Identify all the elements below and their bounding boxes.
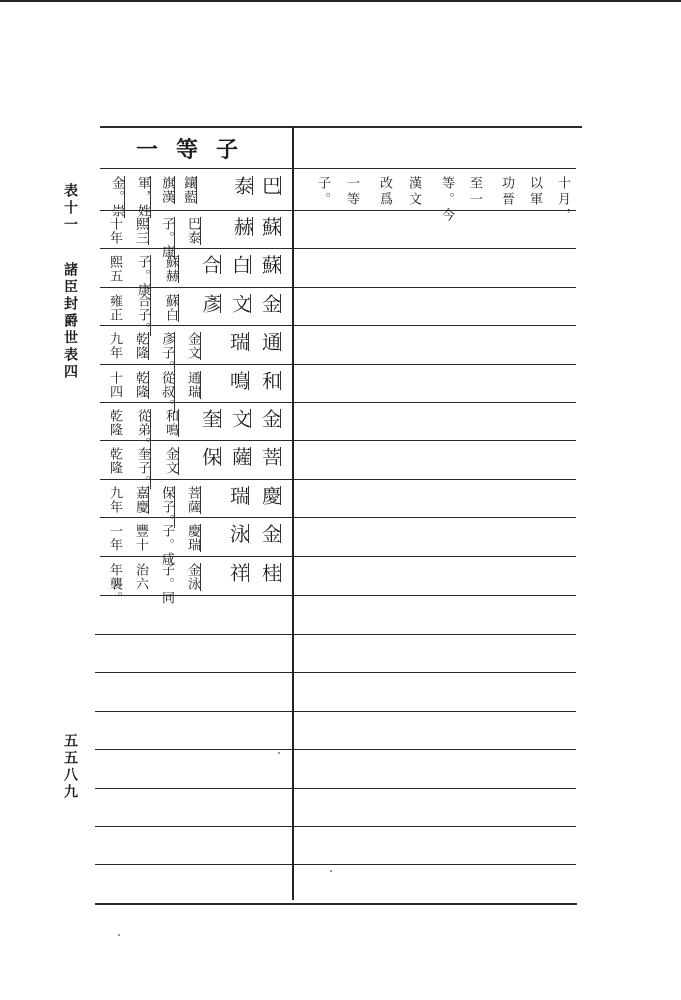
note-column: 從弟。 bbox=[135, 409, 150, 451]
name-char: 保 bbox=[199, 447, 221, 466]
right-note-column: 一等 bbox=[344, 176, 359, 208]
row-rule bbox=[95, 634, 292, 635]
right-note-column: 至一 bbox=[467, 176, 482, 208]
page-number: 五五八九 bbox=[62, 733, 78, 801]
name-char: 薩 bbox=[229, 447, 251, 466]
table-row bbox=[100, 557, 292, 605]
row-rule bbox=[95, 788, 292, 789]
note-column: 子。同 bbox=[159, 563, 174, 605]
table-divider bbox=[292, 126, 294, 900]
note-column: 九年 bbox=[107, 332, 122, 360]
right-row-rule bbox=[294, 248, 576, 249]
chapter-label: 表十一 bbox=[62, 183, 78, 234]
name-char: 文 bbox=[229, 409, 251, 428]
right-row-rule bbox=[294, 556, 576, 557]
note-column: 旗漢 bbox=[159, 176, 174, 204]
note-column: 金文 bbox=[185, 332, 200, 360]
name-char: 祥 bbox=[227, 563, 249, 582]
table-row bbox=[100, 249, 292, 297]
name-char: 蘇 bbox=[259, 217, 281, 236]
name-char: 和 bbox=[259, 371, 281, 390]
note-column: 乾隆 bbox=[133, 332, 148, 360]
note-column: 菩薩 bbox=[185, 486, 200, 514]
right-note-column: 十月， bbox=[555, 176, 570, 224]
table-row bbox=[100, 211, 292, 259]
note-column: 一年 bbox=[107, 524, 122, 552]
table-row bbox=[100, 326, 292, 374]
note-column: 保子。 bbox=[159, 486, 174, 528]
row-rule bbox=[95, 672, 292, 673]
note-column: 金。崇 bbox=[109, 176, 124, 218]
name-char: 泰 bbox=[231, 176, 253, 195]
note-column: 鑲藍 bbox=[181, 176, 196, 204]
name-char: 桂 bbox=[259, 563, 281, 582]
name-char: 金 bbox=[259, 409, 281, 428]
note-column: 治六 bbox=[133, 563, 148, 591]
right-row-rule bbox=[294, 634, 576, 635]
table-header bbox=[100, 128, 292, 168]
table-row bbox=[100, 403, 292, 451]
note-column: 蘇赫 bbox=[163, 255, 178, 283]
note-column: 合子。 bbox=[135, 294, 150, 336]
right-note-column: 等。今 bbox=[439, 176, 454, 224]
table-row bbox=[100, 288, 292, 336]
name-char: 蘇 bbox=[259, 255, 281, 274]
name-char: 金 bbox=[259, 294, 281, 313]
right-row-rule bbox=[294, 517, 576, 518]
note-column: 十四 bbox=[107, 371, 122, 399]
row-rule bbox=[95, 826, 292, 827]
name-char: 奎 bbox=[199, 409, 221, 428]
table-row bbox=[100, 441, 292, 489]
right-row-rule bbox=[294, 210, 576, 211]
name-char: 泳 bbox=[227, 524, 249, 543]
note-column: 慶瑞 bbox=[185, 524, 200, 552]
note-column: 和鳴 bbox=[163, 409, 178, 437]
name-char: 彥 bbox=[199, 294, 221, 313]
table-row bbox=[100, 170, 292, 218]
note-column: 軍，姓 bbox=[135, 176, 150, 218]
right-note-column: 以軍 bbox=[527, 176, 542, 208]
right-row-rule bbox=[294, 788, 576, 789]
note-column: 奎子。 bbox=[135, 447, 150, 489]
name-char: 慶 bbox=[259, 486, 281, 505]
note-column: 通瑞 bbox=[185, 371, 200, 399]
right-row-rule bbox=[294, 168, 576, 169]
name-char: 通 bbox=[259, 332, 281, 351]
table-bottom-border bbox=[95, 903, 577, 905]
note-column: 子。咸 bbox=[159, 524, 174, 566]
note-column: 金泳 bbox=[185, 563, 200, 591]
name-char: 鳴 bbox=[227, 371, 249, 390]
ink-speck bbox=[278, 752, 280, 754]
name-char: 文 bbox=[229, 294, 251, 313]
note-column: 十年 bbox=[107, 217, 122, 245]
header-title: 一等子 bbox=[135, 136, 256, 163]
right-note-column: 子。 bbox=[315, 176, 330, 208]
right-note-column: 改爲 bbox=[377, 176, 392, 208]
right-row-rule bbox=[294, 595, 576, 596]
right-note-column: 漢文 bbox=[406, 176, 421, 208]
right-row-rule bbox=[294, 287, 576, 288]
note-column: 嘉慶 bbox=[133, 486, 148, 514]
ink-speck bbox=[118, 934, 120, 936]
note-column: 熙三 bbox=[133, 217, 148, 245]
row-rule bbox=[95, 864, 292, 865]
header-rule bbox=[100, 168, 300, 169]
right-row-rule bbox=[294, 325, 576, 326]
section-title: 諸臣封爵世表四 bbox=[62, 262, 78, 381]
right-row-rule bbox=[294, 479, 576, 480]
table-row bbox=[100, 518, 292, 566]
name-char: 瑞 bbox=[227, 486, 249, 505]
name-char: 菩 bbox=[259, 447, 281, 466]
row-rule bbox=[95, 711, 292, 712]
note-column: 乾隆 bbox=[107, 447, 122, 475]
note-column: 乾隆 bbox=[133, 371, 148, 399]
right-row-rule bbox=[294, 749, 576, 750]
note-column: 豐十 bbox=[133, 524, 148, 552]
note-column: 蘇白 bbox=[163, 294, 178, 322]
note-column: 乾隆 bbox=[107, 409, 122, 437]
name-char: 赫 bbox=[231, 217, 253, 236]
row-rule bbox=[100, 595, 292, 596]
note-column: 子。康 bbox=[135, 255, 150, 297]
right-row-rule bbox=[294, 826, 576, 827]
name-char: 巴 bbox=[259, 176, 281, 195]
right-row-rule bbox=[294, 402, 576, 403]
note-column: 熙五 bbox=[107, 255, 122, 283]
name-char: 瑞 bbox=[227, 332, 249, 351]
table-row bbox=[100, 480, 292, 528]
name-char: 合 bbox=[199, 255, 221, 274]
note-column: 金文 bbox=[163, 447, 178, 475]
note-column: 子。康 bbox=[159, 217, 174, 259]
note-column: 雍正 bbox=[107, 294, 122, 322]
top-border bbox=[0, 0, 681, 2]
name-char: 白 bbox=[229, 255, 251, 274]
right-row-rule bbox=[294, 864, 576, 865]
note-column: 巴泰 bbox=[185, 217, 200, 245]
right-row-rule bbox=[294, 440, 576, 441]
right-note-column: 功晉 bbox=[499, 176, 514, 208]
note-column: 彥子。 bbox=[159, 332, 174, 374]
right-row-rule bbox=[294, 711, 576, 712]
table-row bbox=[100, 365, 292, 413]
row-rule bbox=[95, 749, 292, 750]
ink-speck bbox=[330, 870, 332, 872]
name-char: 金 bbox=[259, 524, 281, 543]
note-column: 年襲。 bbox=[107, 563, 122, 605]
right-row-rule bbox=[294, 364, 576, 365]
right-row-rule bbox=[294, 672, 576, 673]
note-column: 從叔。 bbox=[159, 371, 174, 413]
note-column: 九年 bbox=[107, 486, 122, 514]
